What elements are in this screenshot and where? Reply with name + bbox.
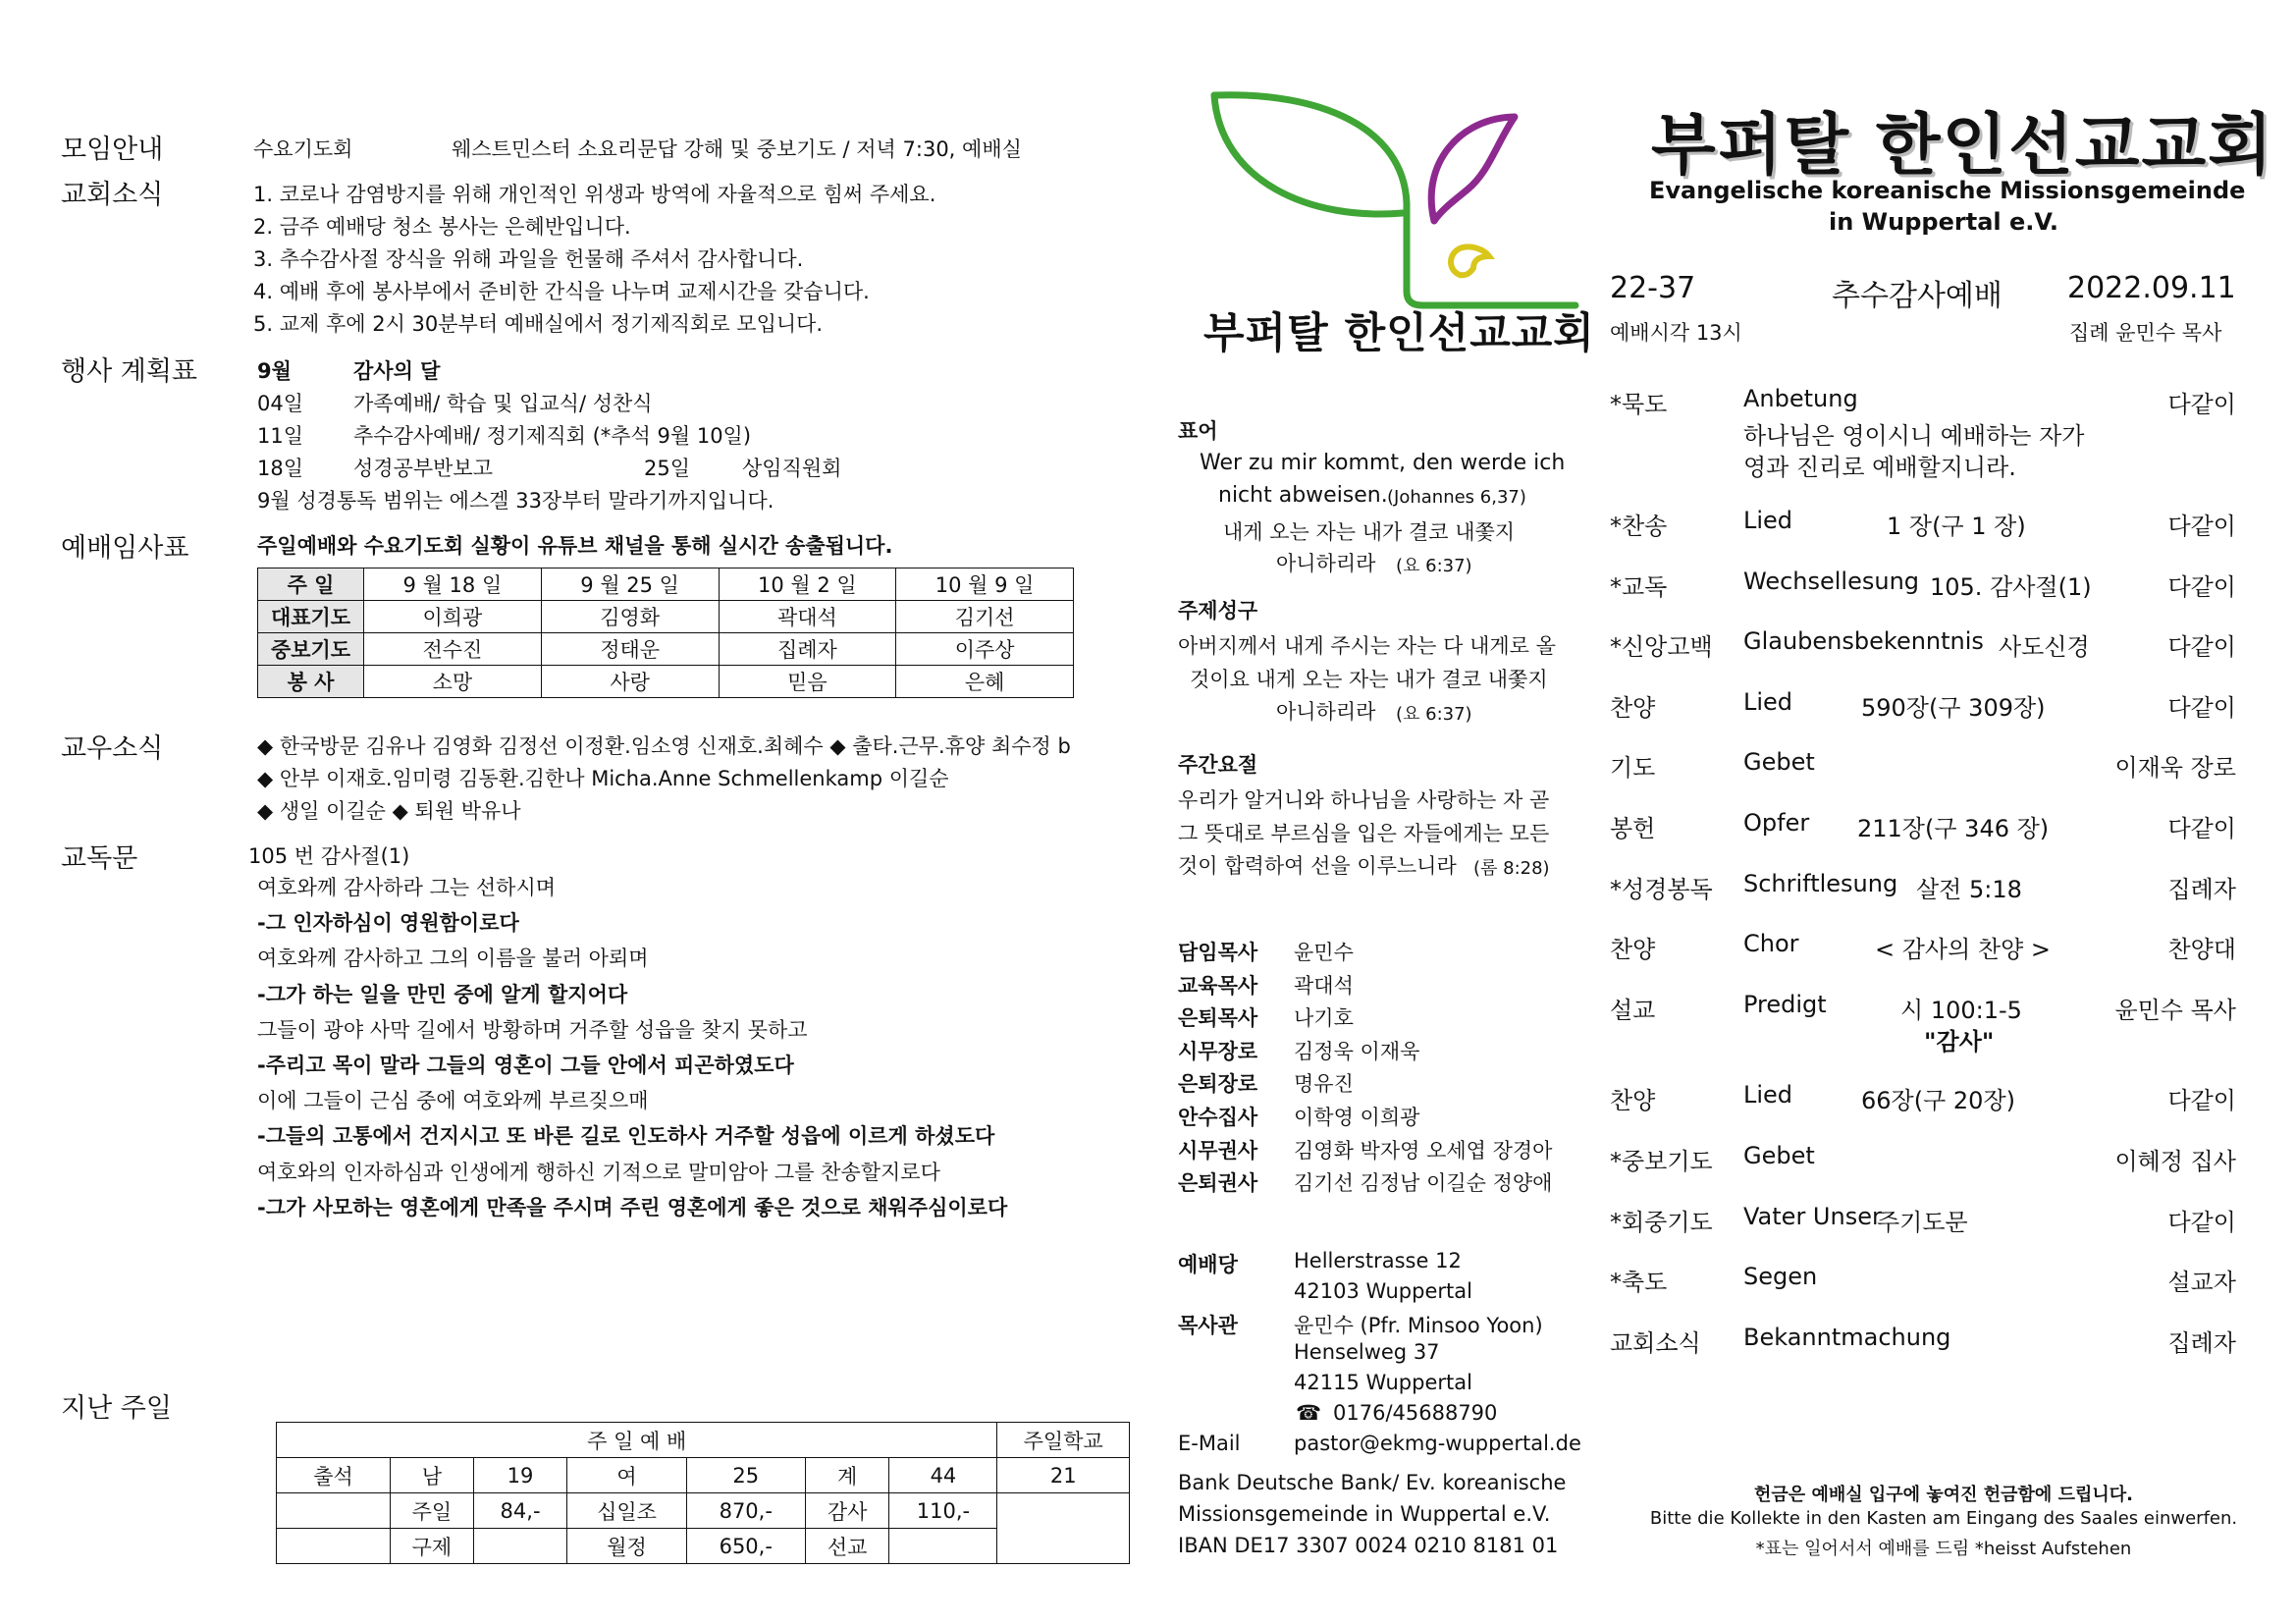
- school-count: 21: [997, 1458, 1130, 1493]
- duty-role-cell: 대표기도: [258, 601, 364, 633]
- bank-line: IBAN DE17 3307 0024 0210 8181 01: [1178, 1534, 1559, 1557]
- theme-ref: (요 6:37): [1396, 704, 1472, 725]
- plan-extra-text: 상임직원회: [742, 457, 842, 480]
- order-de: Glaubensbekenntnis: [1743, 627, 1984, 655]
- order-de: Segen: [1743, 1263, 1818, 1290]
- order-de: Lied: [1743, 688, 1793, 716]
- order-de: Predigt: [1743, 991, 1827, 1018]
- order-de: Lied: [1743, 1081, 1793, 1109]
- duty-table: [257, 568, 1074, 698]
- order-ko: *신앙고백: [1610, 633, 1713, 661]
- logo-text: 부퍼탈 한인선교교회: [1203, 309, 1595, 358]
- stat-cell: [277, 1529, 391, 1564]
- staff-role: 시무권사: [1178, 1138, 1258, 1163]
- staff-names: 김영화 박자영 오세엽 장경아: [1294, 1138, 1553, 1163]
- staff-names: 곽대석: [1294, 973, 1354, 998]
- church-label: 예배당: [1178, 1253, 1238, 1276]
- reading-title: 105 번 감사절(1): [248, 844, 410, 868]
- order-sub: 하나님은 영이시니 예배하는 자가: [1743, 422, 2085, 450]
- order-leader: 집례자: [2167, 1329, 2236, 1357]
- meeting-desc: 웨스트민스터 소요리문답 강해 및 중보기도 / 저녁 7:30, 예배실: [452, 137, 1022, 161]
- order-detail: 살전 5:18: [1916, 876, 2022, 903]
- duty-header-cell: 10 월 2 일: [719, 568, 896, 601]
- news-heading: 교회소식: [61, 180, 164, 210]
- plan-text: 성경공부반보고: [353, 457, 494, 480]
- stat-cell: 남: [391, 1458, 474, 1493]
- reading-line: 여호와께 감사하고 그의 이름을 불러 아뢰며: [257, 947, 649, 971]
- duty-cell: 김영화: [541, 601, 719, 633]
- reading-line: -그가 하는 일을 만민 중에 알게 할지어다: [257, 982, 628, 1006]
- news-item: 2. 금주 예배당 청소 봉사는 은혜반입니다.: [253, 215, 631, 239]
- motto-line: 아니하리라: [1276, 552, 1376, 575]
- order-leader: 이혜정 집사: [2114, 1148, 2236, 1175]
- plan-day: 11일: [257, 424, 304, 448]
- duty-role-cell: 봉 사: [258, 666, 364, 698]
- order-ko: 봉헌: [1610, 815, 1656, 842]
- members-line: ◆ 안부 이재호.임미령 김동환.김한나 Micha.Anne Schmellenkamp 이길순: [257, 767, 949, 790]
- stat-cell: 구제: [391, 1529, 474, 1564]
- stat-cell: 19: [473, 1458, 567, 1493]
- duty-cell: 전수진: [364, 633, 542, 666]
- logo-purple-leaf: [1431, 117, 1515, 221]
- order-de: Anbetung: [1743, 385, 1858, 412]
- weekly-line: 것이 합력하여 선을 이루느니라: [1178, 854, 1457, 878]
- weekly-heading: 주간요절: [1178, 753, 1258, 777]
- reading-line: 그들이 광야 사막 길에서 방황하며 거주할 성읍을 찾지 못하고: [257, 1017, 808, 1042]
- manse-label: 목사관: [1178, 1314, 1238, 1337]
- staff-role: 담임목사: [1178, 941, 1258, 964]
- bank-line: Missionsgemeinde in Wuppertal e.V.: [1178, 1502, 1551, 1526]
- order-detail: 시 100:1-5: [1900, 997, 2022, 1024]
- stat-cell: 110,-: [889, 1493, 997, 1529]
- order-ko: *축도: [1610, 1269, 1668, 1296]
- order-detail: 105. 감사절(1): [1930, 573, 2092, 601]
- members-line: ◆ 생일 이길순 ◆ 퇴원 박유나: [257, 799, 521, 823]
- order-leader: 다같이: [2167, 1087, 2236, 1114]
- stat-cell: [889, 1529, 997, 1564]
- reading-heading: 교독문: [61, 843, 138, 874]
- order-de: Lied: [1743, 507, 1793, 534]
- order-de: Gebet: [1743, 748, 1815, 776]
- school-header: 주일학교: [997, 1423, 1130, 1458]
- stat-cell: 계: [805, 1458, 889, 1493]
- order-ko: *교독: [1610, 573, 1668, 601]
- theme-line: 아니하리라: [1276, 700, 1376, 724]
- duty-header-cell: 10 월 9 일: [896, 568, 1074, 601]
- plan-text: 가족예배/ 학습 및 입교식/ 성찬식: [353, 392, 653, 415]
- stat-cell: 십일조: [567, 1493, 686, 1529]
- duty-notice: 주일예배와 수요기도회 실황이 유튜브 채널을 통해 실시간 송출됩니다.: [257, 534, 893, 558]
- order-leader: 찬양대: [2167, 936, 2236, 963]
- news-item: 3. 추수감사절 장식을 위해 과일을 헌물해 주셔서 감사합니다.: [253, 247, 804, 271]
- motto-line: nicht abweisen.: [1218, 483, 1388, 508]
- plan-note: 9월 성경통독 범위는 에스겔 33장부터 말라기까지입니다.: [257, 489, 774, 513]
- stat-cell: 84,-: [473, 1493, 567, 1529]
- school-empty: [997, 1493, 1130, 1564]
- staff-names: 나기호: [1294, 1006, 1354, 1031]
- reading-line: -그들의 고통에서 건지시고 또 바른 길로 인도하사 거주할 성읍에 이르게 하셨도다: [257, 1124, 995, 1149]
- duty-role-cell: 중보기도: [258, 633, 364, 666]
- order-de: Opfer: [1743, 809, 1810, 837]
- attendance-label: 출석: [277, 1458, 391, 1493]
- stat-cell: 44: [889, 1458, 997, 1493]
- church-subtitle: in Wuppertal e.V.: [1829, 208, 2058, 236]
- order-ko: 교회소식: [1610, 1329, 1701, 1357]
- motto-heading: 표어: [1178, 419, 1218, 443]
- plan-month-title: 감사의 달: [353, 359, 441, 383]
- order-de: Vater Unser: [1743, 1203, 1882, 1230]
- members-line: ◆ 한국방문 김유나 김영화 김정선 이정환.임소영 신재호.최혜수 ◆ 출타.근무.휴양 최수정 b: [257, 734, 1071, 758]
- service-header: 주 일 예 배: [277, 1423, 997, 1458]
- meeting-name: 수요기도회: [253, 137, 353, 161]
- order-de: Schriftlesung: [1743, 870, 1898, 897]
- order-leader: 집례자: [2167, 876, 2236, 903]
- theme-line: 아버지께서 내게 주시는 자는 다 내게로 올: [1178, 634, 1556, 658]
- duty-cell: 믿음: [719, 666, 896, 698]
- order-ko: 기도: [1610, 754, 1656, 782]
- plan-text: 추수감사예배/ 정기제직회 (*추석 9월 10일): [353, 424, 752, 448]
- weekly-ref: (롬 8:28): [1473, 858, 1550, 879]
- stat-cell: 선교: [805, 1529, 889, 1564]
- order-leader: 이재욱 장로: [2114, 754, 2236, 782]
- duty-cell: 이주상: [896, 633, 1074, 666]
- service-date: 2022.09.11: [2067, 271, 2236, 305]
- order-detail: 사도신경: [1999, 633, 2090, 661]
- logo-green-leaf-inner: [1214, 95, 1403, 214]
- reading-line: 여호와의 인자하심과 인생에게 행하신 기적으로 말미암아 그를 찬송할지로다: [257, 1160, 940, 1184]
- weekly-line: 우리가 알거니와 하나님을 사랑하는 자 곧: [1178, 788, 1550, 812]
- order-ko: *성경봉독: [1610, 876, 1713, 903]
- plan-heading: 행사 계획표: [61, 356, 197, 387]
- bulletin-number: 22-37: [1610, 271, 1696, 305]
- order-sub: 영과 진리로 예배할지니라.: [1743, 454, 2016, 481]
- order-leader: 다같이: [2167, 573, 2236, 601]
- duty-cell: 곽대석: [719, 601, 896, 633]
- motto-ref: (Johannes 6,37): [1387, 487, 1526, 508]
- order-de: Bekanntmachung: [1743, 1324, 1951, 1351]
- footer-note: *표는 일어서서 예배를 드림 *heisst Aufstehen: [1755, 1539, 2132, 1559]
- reading-line: -그가 사모하는 영혼에게 만족을 주시며 주린 영혼에게 좋은 것으로 채워주심이로다: [257, 1195, 1008, 1219]
- service-time: 예배시각 13시: [1610, 321, 1742, 345]
- plan-month: 9월: [257, 359, 292, 383]
- duty-cell: 정태운: [541, 633, 719, 666]
- staff-role: 교육목사: [1178, 973, 1258, 998]
- stat-cell: 감사: [805, 1493, 889, 1529]
- order-ko: *묵도: [1610, 391, 1668, 418]
- order-ko: *회중기도: [1610, 1209, 1713, 1236]
- duty-cell: 집례자: [719, 633, 896, 666]
- reading-line: -주리고 목이 말라 그들의 영혼이 그들 안에서 피곤하였도다: [257, 1054, 794, 1077]
- order-detail: < 감사의 찬양 >: [1875, 936, 2052, 963]
- email-label: E-Mail: [1178, 1432, 1241, 1455]
- duty-cell: 소망: [364, 666, 542, 698]
- stat-cell: 870,-: [686, 1493, 805, 1529]
- order-ko: 찬양: [1610, 1087, 1656, 1114]
- order-ko: 찬양: [1610, 936, 1656, 963]
- order-ko: 설교: [1610, 997, 1656, 1024]
- duty-heading: 예배임사표: [61, 533, 189, 564]
- staff-names: 윤민수: [1294, 941, 1354, 964]
- stat-cell: 25: [686, 1458, 805, 1493]
- theme-heading: 주제성구: [1178, 599, 1258, 623]
- order-leader: 다같이: [2167, 513, 2236, 540]
- reading-line: -그 인자하심이 영원함이로다: [257, 911, 519, 936]
- motto-line: Wer zu mir kommt, den werde ich: [1200, 451, 1566, 475]
- reading-line: 여호와께 감사하라 그는 선하시며: [257, 876, 557, 899]
- staff-role: 은퇴장로: [1178, 1072, 1258, 1097]
- order-leader: 다같이: [2167, 815, 2236, 842]
- order-ko: 찬양: [1610, 694, 1656, 722]
- last-week-heading: 지난 주일: [61, 1393, 172, 1424]
- news-item: 4. 예배 후에 봉사부에서 준비한 간식을 나누며 교제시간을 갖습니다.: [253, 280, 870, 303]
- order-leader: 설교자: [2167, 1269, 2236, 1296]
- news-item: 1. 코로나 감염방지를 위해 개인적인 위생과 방역에 자율적으로 힘써 주세요.: [253, 183, 936, 206]
- church-name: 부퍼탈 한인선교교회: [1651, 107, 2274, 185]
- order-detail: 211장(구 346 장): [1857, 815, 2050, 842]
- meeting-heading: 모임안내: [61, 135, 164, 165]
- order-leader: 다같이: [2167, 1209, 2236, 1236]
- footer-note: 헌금은 예배실 입구에 놓여진 헌금함에 드립니다.: [1754, 1485, 2133, 1505]
- order-leader: 다같이: [2167, 391, 2236, 418]
- order-detail: 주기도문: [1877, 1209, 1968, 1236]
- staff-role: 은퇴권사: [1178, 1171, 1258, 1196]
- duty-header-cell: 9 월 18 일: [364, 568, 542, 601]
- order-leader: 다같이: [2167, 694, 2236, 722]
- order-de: Chor: [1743, 930, 1799, 957]
- order-ko: *중보기도: [1610, 1148, 1713, 1175]
- weekly-line: 그 뜻대로 부르심을 입은 자들에게는 모든: [1178, 822, 1550, 845]
- theme-line: 것이요 내게 오는 자는 내가 결코 내쫓지: [1190, 668, 1548, 691]
- staff-role: 은퇴목사: [1178, 1006, 1258, 1031]
- church-address: 42103 Wuppertal: [1294, 1279, 1472, 1303]
- phone-number: 0176/45688790: [1333, 1401, 1498, 1425]
- stat-cell: 여: [567, 1458, 686, 1493]
- last-week-table: [276, 1422, 1130, 1564]
- stat-cell: 주일: [391, 1493, 474, 1529]
- manse-address: 42115 Wuppertal: [1294, 1371, 1472, 1394]
- duty-header-cell: 9 월 25 일: [541, 568, 719, 601]
- stat-cell: [277, 1493, 391, 1529]
- motto-line: 내게 오는 자는 내가 결코 내쫓지: [1223, 520, 1516, 544]
- order-detail: 590장(구 309장): [1861, 694, 2046, 722]
- order-leader: 윤민수 목사: [2114, 997, 2236, 1024]
- news-item: 5. 교제 후에 2시 30분부터 예배실에서 정기제직회로 모입니다.: [253, 312, 824, 336]
- service-title: 추수감사예배: [1832, 279, 2002, 313]
- manse-address: Henselweg 37: [1294, 1340, 1440, 1364]
- church-address: Hellerstrasse 12: [1294, 1249, 1462, 1272]
- logo-green-leaf: [1214, 95, 1575, 305]
- service-presider: 집례 윤민수 목사: [2069, 321, 2222, 345]
- reading-line: 이에 그들이 근심 중에 여호와께 부르짖으매: [257, 1089, 649, 1113]
- stat-cell: 월정: [567, 1529, 686, 1564]
- phone-icon: ☎: [1296, 1401, 1322, 1425]
- duty-header-cell: 주 일: [258, 568, 364, 601]
- staff-names: 김정욱 이재욱: [1294, 1039, 1420, 1063]
- plan-day: 04일: [257, 392, 304, 415]
- order-leader: 다같이: [2167, 633, 2236, 661]
- staff-role: 안수집사: [1178, 1106, 1258, 1129]
- plan-day: 18일: [257, 457, 304, 480]
- order-ko: *찬송: [1610, 513, 1668, 540]
- staff-role: 시무장로: [1178, 1039, 1258, 1063]
- order-detail: 1 장(구 1 장): [1887, 513, 2026, 540]
- email-address[interactable]: pastor@ekmg-wuppertal.de: [1294, 1432, 1581, 1455]
- staff-names: 명유진: [1294, 1072, 1354, 1097]
- footer-note: Bitte die Kollekte in den Kasten am Eingang des Saales einwerfen.: [1649, 1508, 2238, 1529]
- order-de: Wechsellesung: [1743, 568, 1920, 595]
- duty-cell: 은혜: [896, 666, 1074, 698]
- sermon-title: "감사": [1924, 1028, 1995, 1056]
- duty-cell: 사랑: [541, 666, 719, 698]
- bank-line: Bank Deutsche Bank/ Ev. koreanische: [1178, 1471, 1567, 1494]
- logo-yellow-seed: [1451, 246, 1489, 275]
- church-subtitle: Evangelische koreanische Missionsgemeinde: [1649, 177, 2246, 204]
- duty-cell: 김기선: [896, 601, 1074, 633]
- motto-ref: (요 6:37): [1396, 556, 1472, 576]
- staff-names: 김기선 김정남 이길순 정양애: [1294, 1171, 1553, 1196]
- duty-cell: 이희광: [364, 601, 542, 633]
- plan-extra-day: 25일: [644, 457, 691, 480]
- order-detail: 66장(구 20장): [1861, 1087, 2015, 1114]
- manse-address: 윤민수 (Pfr. Minsoo Yoon): [1294, 1314, 1543, 1337]
- members-heading: 교우소식: [61, 733, 164, 764]
- stat-cell: [473, 1529, 567, 1564]
- church-logo: [1202, 74, 1595, 329]
- stat-cell: 650,-: [686, 1529, 805, 1564]
- order-de: Gebet: [1743, 1142, 1815, 1169]
- staff-names: 이학영 이희광: [1294, 1106, 1420, 1129]
